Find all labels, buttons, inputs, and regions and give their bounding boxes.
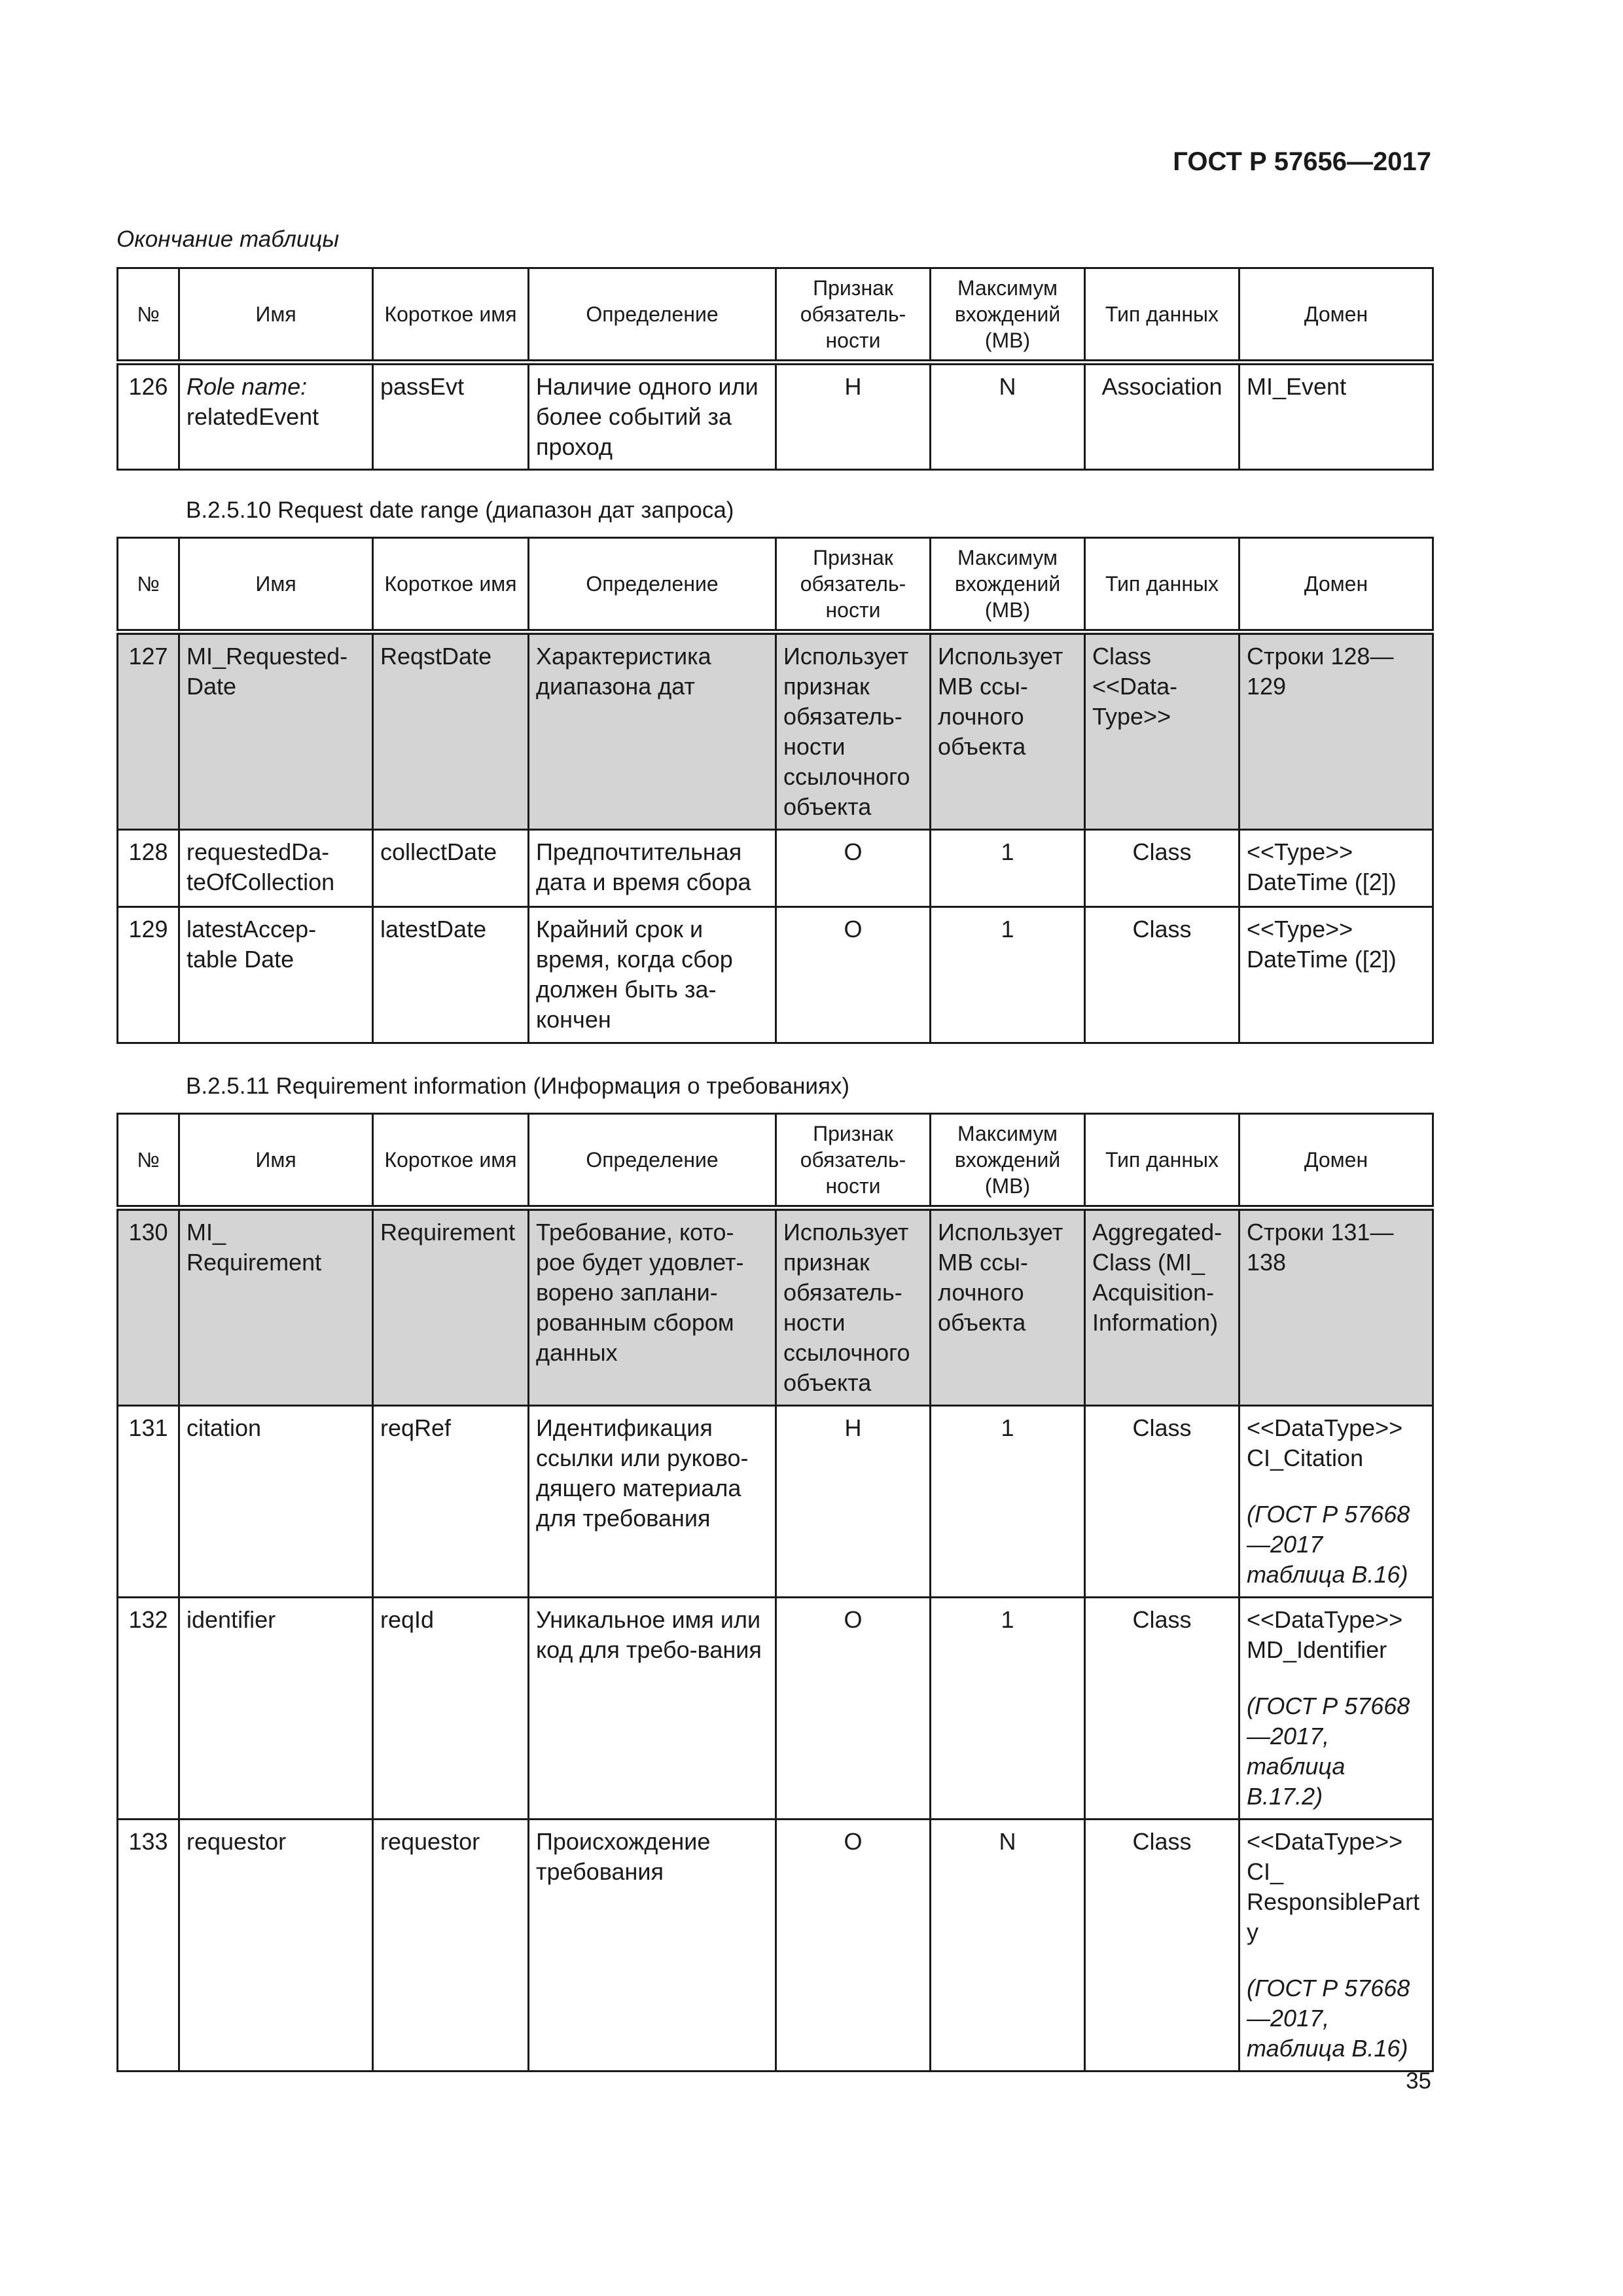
cell-domain: <<DataType>> CI_Citation (ГОСТ Р 57668—2017 таблица B.16) xyxy=(1240,1406,1433,1598)
col-max: Максимум вхождений (МВ) xyxy=(931,268,1085,363)
cell-obligation: Использует признак обязатель-ности ссылочного объекта xyxy=(776,1208,931,1406)
cell-name: Role name: relatedEvent xyxy=(179,363,373,470)
col-name: Имя xyxy=(179,268,373,363)
cell-domain: Строки 131—138 xyxy=(1240,1208,1433,1406)
col-num: № xyxy=(118,1114,179,1208)
col-num: № xyxy=(118,268,179,363)
header-row xyxy=(118,268,1433,363)
col-name: Имя xyxy=(179,1114,373,1208)
cell-num: 130 xyxy=(118,1208,179,1406)
col-type: Тип данных xyxy=(1085,1114,1240,1208)
cell-type: Class xyxy=(1085,830,1240,907)
cell-type: Class xyxy=(1085,1820,1240,2072)
cell-num: 132 xyxy=(118,1598,179,1820)
cell-short: Requirement xyxy=(373,1208,529,1406)
page-number: 35 xyxy=(1406,2068,1431,2094)
cell-obligation: Н xyxy=(776,1406,931,1598)
cell-name: citation xyxy=(179,1406,373,1598)
cell-short: collectDate xyxy=(373,830,529,907)
table-row xyxy=(118,632,1433,830)
table-row xyxy=(118,1820,1433,2072)
section-title: B.2.5.11 Requirement information (Информация о требованиях) xyxy=(186,1073,850,1099)
cell-definition: Требование, кото-рое будет удовлет-ворено заплани-рованным сбором данных xyxy=(529,1208,776,1406)
cell-domain: <<DataType>> MD_Identifier (ГОСТ Р 57668—2017, таблица B.17.2) xyxy=(1240,1598,1433,1820)
cell-type: Class xyxy=(1085,1598,1240,1820)
cell-short: reqId xyxy=(373,1598,529,1820)
domain-reference-note: (ГОСТ Р 57668—2017 таблица B.16) xyxy=(1247,1501,1410,1588)
col-definition: Определение xyxy=(529,538,776,632)
cell-max: 1 xyxy=(931,907,1085,1043)
cell-name: MI_Requested-Date xyxy=(179,632,373,830)
table-end-part xyxy=(116,267,1434,471)
cell-short: passEvt xyxy=(373,363,529,470)
cell-obligation: О xyxy=(776,907,931,1043)
cell-type: Class <<Data-Type>> xyxy=(1085,632,1240,830)
col-obligation: Признак обязатель- ности xyxy=(776,1114,931,1208)
col-definition: Определение xyxy=(529,1114,776,1208)
cell-num: 127 xyxy=(118,632,179,830)
cell-domain: Строки 128—129 xyxy=(1240,632,1433,830)
col-max: Максимум вхождений (МВ) xyxy=(931,1114,1085,1208)
cell-obligation: О xyxy=(776,1820,931,2072)
cell-definition: Предпочтительная дата и время сбора xyxy=(529,830,776,907)
cell-num: 129 xyxy=(118,907,179,1043)
cell-obligation: О xyxy=(776,830,931,907)
cell-short: reqRef xyxy=(373,1406,529,1598)
table-request-date-range xyxy=(116,537,1434,1044)
section-title: B.2.5.10 Request date range (диапазон дат запроса) xyxy=(186,497,734,523)
table-row xyxy=(118,830,1433,907)
cell-num: 133 xyxy=(118,1820,179,2072)
cell-max: Использует МВ ссы-лочного объекта xyxy=(931,632,1085,830)
col-domain: Домен xyxy=(1240,1114,1433,1208)
table-requirement-information xyxy=(116,1113,1434,2072)
cell-obligation: О xyxy=(776,1598,931,1820)
cell-name: MI_ Requirement xyxy=(179,1208,373,1406)
cell-definition: Происхождение требования xyxy=(529,1820,776,2072)
domain-reference-note: (ГОСТ Р 57668—2017, таблица B.16) xyxy=(1247,1975,1410,2062)
col-domain: Домен xyxy=(1240,538,1433,632)
cell-max: 1 xyxy=(931,1406,1085,1598)
table-row xyxy=(118,1208,1433,1406)
col-short: Короткое имя xyxy=(373,268,529,363)
cell-domain: <<Type>> DateTime ([2]) xyxy=(1240,907,1433,1043)
cell-max: N xyxy=(931,363,1085,470)
cell-num: 131 xyxy=(118,1406,179,1598)
cell-num: 128 xyxy=(118,830,179,907)
table-row xyxy=(118,363,1433,470)
cell-type: Association xyxy=(1085,363,1240,470)
col-max: Максимум вхождений (МВ) xyxy=(931,538,1085,632)
cell-max: 1 xyxy=(931,830,1085,907)
cell-domain: <<DataType>> CI_ ResponsibleParty (ГОСТ Р 57668—2017, таблица B.16) xyxy=(1240,1820,1433,2072)
col-type: Тип данных xyxy=(1085,538,1240,632)
cell-definition: Уникальное имя или код для требо-вания xyxy=(529,1598,776,1820)
col-domain: Домен xyxy=(1240,268,1433,363)
col-num: № xyxy=(118,538,179,632)
cell-domain: <<Type>> DateTime ([2]) xyxy=(1240,830,1433,907)
header-row xyxy=(118,1114,1433,1208)
cell-domain: MI_Event xyxy=(1240,363,1433,470)
table-row xyxy=(118,1598,1433,1820)
cell-short: ReqstDate xyxy=(373,632,529,830)
cell-max: N xyxy=(931,1820,1085,2072)
cell-name: latestAccep-table Date xyxy=(179,907,373,1043)
cell-max: Использует МВ ссы-лочного объекта xyxy=(931,1208,1085,1406)
cell-type: Aggregated-Class (MI_ Acquisition-Information) xyxy=(1085,1208,1240,1406)
document-id: ГОСТ Р 57656—2017 xyxy=(1173,147,1431,176)
cell-type: Class xyxy=(1085,1406,1240,1598)
cell-definition: Характеристика диапазона дат xyxy=(529,632,776,830)
cell-short: latestDate xyxy=(373,907,529,1043)
cell-name: identifier xyxy=(179,1598,373,1820)
col-obligation: Признак обязатель- ности xyxy=(776,268,931,363)
header-row xyxy=(118,538,1433,632)
col-definition: Определение xyxy=(529,268,776,363)
col-obligation: Признак обязатель- ности xyxy=(776,538,931,632)
table-caption: Окончание таблицы xyxy=(116,226,340,252)
table-row xyxy=(118,1406,1433,1598)
cell-name: requestor xyxy=(179,1820,373,2072)
col-short: Короткое имя xyxy=(373,1114,529,1208)
col-name: Имя xyxy=(179,538,373,632)
cell-definition: Крайний срок и время, когда сбор должен быть за-кончен xyxy=(529,907,776,1043)
cell-short: requestor xyxy=(373,1820,529,2072)
cell-definition: Наличие одного или более событий за проход xyxy=(529,363,776,470)
table-row xyxy=(118,907,1433,1043)
cell-name: requestedDa-teOfCollection xyxy=(179,830,373,907)
domain-reference-note: (ГОСТ Р 57668—2017, таблица B.17.2) xyxy=(1247,1693,1410,1810)
cell-num: 126 xyxy=(118,363,179,470)
cell-definition: Идентификация ссылки или руково-дящего материала для требования xyxy=(529,1406,776,1598)
cell-type: Class xyxy=(1085,907,1240,1043)
cell-obligation: Использует признак обязатель-ности ссылочного объекта xyxy=(776,632,931,830)
cell-obligation: Н xyxy=(776,363,931,470)
col-type: Тип данных xyxy=(1085,268,1240,363)
cell-max: 1 xyxy=(931,1598,1085,1820)
col-short: Короткое имя xyxy=(373,538,529,632)
